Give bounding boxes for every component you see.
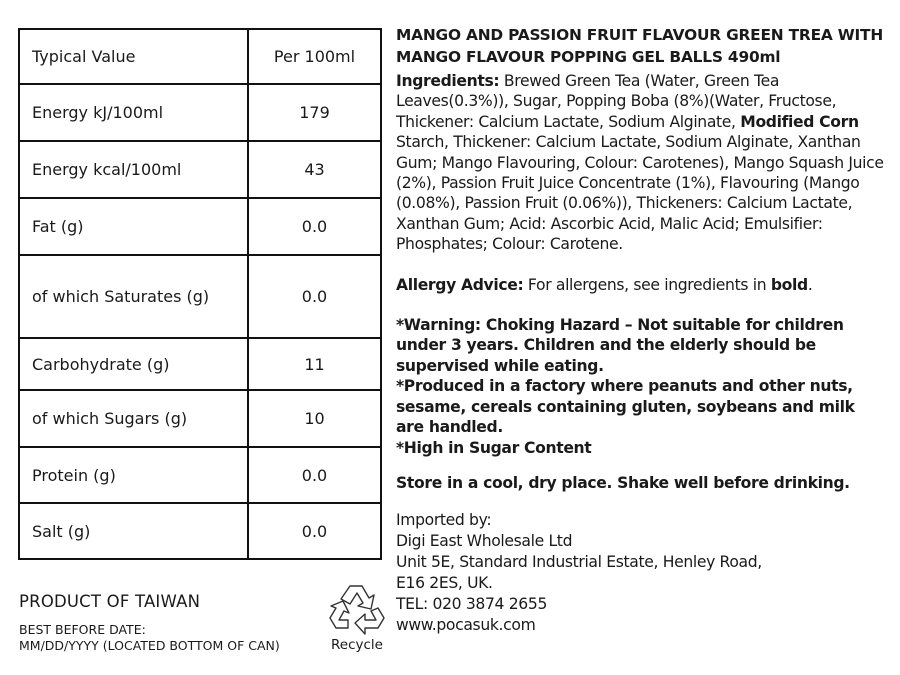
storage-instructions: Store in a cool, dry place. Shake well before drinking. <box>396 473 850 492</box>
nutrient-value: 0.0 <box>248 447 381 503</box>
nutrition-row <box>19 338 381 390</box>
nutrition-row <box>19 84 381 141</box>
nutrition-row <box>19 141 381 198</box>
importer-phone: TEL: 020 3874 2655 <box>396 595 548 614</box>
warning-factory: *Produced in a factory where peanuts and other nuts, sesame, cereals containing gluten, soybeans and milk are handled. <box>396 377 855 437</box>
recycle-icon <box>328 582 386 636</box>
nutrient-label: Energy kJ/100ml <box>19 84 248 141</box>
nutrient-value: 179 <box>248 84 381 141</box>
warnings-block <box>396 315 886 458</box>
best-before-block <box>19 622 280 654</box>
importer-company: Digi East Wholesale Ltd <box>396 532 573 551</box>
nutrient-value: 0.0 <box>248 503 381 559</box>
best-before-value: MM/DD/YYYY (LOCATED BOTTOM OF CAN) <box>19 638 280 653</box>
nutrient-label: Fat (g) <box>19 198 248 255</box>
nutrition-header-label: Typical Value <box>19 29 248 84</box>
nutrition-table <box>18 28 382 560</box>
ingredients-text-cont: Starch, Thickener: Calcium Lactate, Sodium Alginate, Xanthan Gum; Mango Flavouring, Colour: Carotenes), Mango Squash Juice (2%), Passion Fruit Juice Concentrate (1%), Flavouring (Mango (0.08%), Passion Fruit (0.06%)), Thickeners: Calcium Lactate, Xanthan Gum; Acid: Ascorbic Acid, Malic Acid; Emulsifier: Phosphates; Colour: Carotene. <box>396 133 884 254</box>
nutrient-value: 0.0 <box>248 255 381 338</box>
allergy-end: . <box>807 275 813 294</box>
product-info <box>396 24 886 636</box>
nutrient-label: of which Sugars (g) <box>19 390 248 447</box>
nutrition-header-value: Per 100ml <box>248 29 381 84</box>
nutrient-label: of which Saturates (g) <box>19 255 248 338</box>
nutrition-header-row <box>19 29 381 84</box>
nutrient-value: 10 <box>248 390 381 447</box>
importer-block <box>396 510 886 636</box>
nutrition-row <box>19 390 381 447</box>
importer-address-line2: E16 2ES, UK. <box>396 574 493 593</box>
nutrition-row <box>19 255 381 338</box>
ingredients-text: Brewed Green Tea (Water, Green Tea Leaves(0.3%)), Sugar, Popping Boba (8%)(Water, Fructose, Thickener: Calcium Lactate, Sodium Alginate, <box>396 72 837 131</box>
importer-label: Imported by: <box>396 511 492 530</box>
nutrient-label: Energy kcal/100ml <box>19 141 248 198</box>
ingredients-label: Ingredients: <box>396 72 500 90</box>
allergy-label: Allergy Advice: <box>396 275 524 294</box>
allergy-text: For allergens, see ingredients in <box>523 275 771 294</box>
nutrition-row <box>19 198 381 255</box>
warning-choking: *Warning: Choking Hazard – Not suitable for children under 3 years. Children and the elderly should be supervised while eating. <box>396 316 844 375</box>
nutrient-value: 0.0 <box>248 198 381 255</box>
ingredients-paragraph <box>396 71 886 255</box>
allergy-bold-word: bold <box>770 275 808 294</box>
importer-website: www.pocasuk.com <box>396 616 536 635</box>
best-before-label: BEST BEFORE DATE: <box>19 622 146 637</box>
nutrient-label: Carbohydrate (g) <box>19 338 248 390</box>
importer-address-line1: Unit 5E, Standard Industrial Estate, Henley Road, <box>396 553 762 572</box>
nutrition-row <box>19 503 381 559</box>
allergen-highlight: Modified Corn <box>740 112 859 131</box>
nutrient-label: Salt (g) <box>19 503 248 559</box>
warning-sugar: *High in Sugar Content <box>396 438 592 457</box>
recycle-label: Recycle <box>331 637 383 653</box>
nutrient-label: Protein (g) <box>19 447 248 503</box>
allergy-advice <box>396 275 886 295</box>
product-origin: PRODUCT OF TAIWAN <box>19 592 201 611</box>
nutrition-row <box>19 447 381 503</box>
nutrient-value: 11 <box>248 338 381 390</box>
nutrient-value: 43 <box>248 141 381 198</box>
product-title: MANGO AND PASSION FRUIT FLAVOUR GREEN TREA WITH MANGO FLAVOUR POPPING GEL BALLS 490ml <box>396 26 884 66</box>
